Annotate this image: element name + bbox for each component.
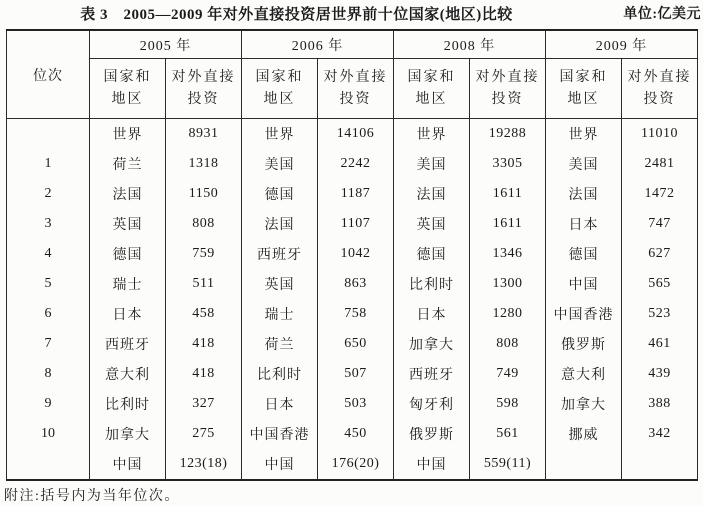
country-cell: 世界	[242, 119, 318, 150]
footnote: 附注:括号内为当年位次。	[4, 489, 180, 504]
table-row	[7, 359, 698, 389]
table-row	[7, 389, 698, 419]
country-cell: 中国	[242, 449, 318, 480]
country-cell: 西班牙	[90, 329, 166, 359]
country-header-line2: 地区	[111, 91, 144, 107]
rank-cell	[7, 449, 90, 480]
value-cell: 342	[622, 419, 698, 449]
rank-cell: 8	[7, 359, 90, 389]
rank-cell: 5	[7, 269, 90, 299]
country-cell: 英国	[90, 209, 166, 239]
value-cell: 14106	[318, 119, 394, 150]
country-header-line2: 地区	[415, 91, 448, 107]
value-cell: 1042	[318, 239, 394, 269]
value-cell: 461	[622, 329, 698, 359]
country-cell	[546, 449, 622, 480]
value-cell: 503	[318, 389, 394, 419]
value-cell: 758	[318, 299, 394, 329]
country-cell: 俄罗斯	[546, 329, 622, 359]
fdi-header-line2: 投资	[187, 91, 220, 107]
country-column-header	[242, 59, 318, 119]
country-cell: 英国	[394, 209, 470, 239]
value-cell: 1472	[622, 179, 698, 209]
rank-cell: 7	[7, 329, 90, 359]
country-header-line2: 地区	[263, 91, 296, 107]
country-cell: 意大利	[546, 359, 622, 389]
country-header-line1: 国家和	[255, 69, 304, 85]
value-cell: 1107	[318, 209, 394, 239]
fdi-column-header	[166, 59, 242, 119]
country-cell: 加拿大	[394, 329, 470, 359]
value-cell: 627	[622, 239, 698, 269]
country-cell: 意大利	[90, 359, 166, 389]
country-cell: 瑞士	[242, 299, 318, 329]
value-cell: 863	[318, 269, 394, 299]
value-cell: 1611	[470, 179, 546, 209]
country-cell: 世界	[90, 119, 166, 150]
value-cell: 598	[470, 389, 546, 419]
country-column-header	[394, 59, 470, 119]
value-cell: 650	[318, 329, 394, 359]
country-cell: 加拿大	[546, 389, 622, 419]
country-cell: 美国	[546, 149, 622, 179]
value-cell: 1150	[166, 179, 242, 209]
country-cell: 加拿大	[90, 419, 166, 449]
value-cell: 808	[166, 209, 242, 239]
value-cell: 507	[318, 359, 394, 389]
title-row	[0, 3, 703, 27]
country-cell: 日本	[242, 389, 318, 419]
country-header-line2: 地区	[567, 91, 600, 107]
country-cell: 西班牙	[394, 359, 470, 389]
value-cell: 275	[166, 419, 242, 449]
country-cell: 德国	[90, 239, 166, 269]
value-cell: 1280	[470, 299, 546, 329]
value-cell: 808	[470, 329, 546, 359]
value-cell: 388	[622, 389, 698, 419]
value-cell: 327	[166, 389, 242, 419]
value-cell: 418	[166, 359, 242, 389]
table-row	[7, 329, 698, 359]
country-cell: 中国	[90, 449, 166, 480]
value-cell: 8931	[166, 119, 242, 150]
value-cell: 3305	[470, 149, 546, 179]
value-cell: 749	[470, 359, 546, 389]
unit-label: 单位:亿美元	[623, 7, 701, 22]
country-cell: 比利时	[242, 359, 318, 389]
rank-cell: 3	[7, 209, 90, 239]
country-cell: 比利时	[90, 389, 166, 419]
country-column-header	[546, 59, 622, 119]
year-header-2005: 2005 年	[90, 30, 242, 59]
value-cell: 176(20)	[318, 449, 394, 480]
fdi-comparison-table	[6, 29, 698, 481]
value-cell: 759	[166, 239, 242, 269]
value-cell: 511	[166, 269, 242, 299]
rank-cell: 1	[7, 149, 90, 179]
rank-cell: 4	[7, 239, 90, 269]
fdi-header-line1: 对外直接	[627, 69, 692, 85]
fdi-header-line2: 投资	[491, 91, 524, 107]
value-cell: 418	[166, 329, 242, 359]
country-cell: 美国	[242, 149, 318, 179]
country-cell: 世界	[394, 119, 470, 150]
country-cell: 美国	[394, 149, 470, 179]
country-cell: 荷兰	[90, 149, 166, 179]
value-cell: 458	[166, 299, 242, 329]
country-header-line1: 国家和	[407, 69, 456, 85]
value-cell: 559(11)	[470, 449, 546, 480]
table-row-china	[7, 449, 698, 480]
fdi-header-line2: 投资	[643, 91, 676, 107]
country-cell: 匈牙利	[394, 389, 470, 419]
rank-cell: 6	[7, 299, 90, 329]
table-row	[7, 419, 698, 449]
country-cell: 中国香港	[242, 419, 318, 449]
value-cell: 1187	[318, 179, 394, 209]
value-cell: 2481	[622, 149, 698, 179]
table-row-world	[7, 119, 698, 150]
country-cell: 法国	[242, 209, 318, 239]
country-cell: 瑞士	[90, 269, 166, 299]
country-cell: 荷兰	[242, 329, 318, 359]
country-cell: 日本	[394, 299, 470, 329]
country-cell: 俄罗斯	[394, 419, 470, 449]
rank-cell: 2	[7, 179, 90, 209]
table-row	[7, 179, 698, 209]
value-cell: 1300	[470, 269, 546, 299]
value-cell: 450	[318, 419, 394, 449]
value-cell: 439	[622, 359, 698, 389]
rank-cell: 9	[7, 389, 90, 419]
table-row	[7, 209, 698, 239]
fdi-column-header	[470, 59, 546, 119]
country-cell: 德国	[546, 239, 622, 269]
country-cell: 西班牙	[242, 239, 318, 269]
value-cell: 523	[622, 299, 698, 329]
fdi-header-line1: 对外直接	[475, 69, 540, 85]
country-cell: 挪威	[546, 419, 622, 449]
country-cell: 世界	[546, 119, 622, 150]
country-cell: 法国	[394, 179, 470, 209]
fdi-header-line1: 对外直接	[323, 69, 388, 85]
value-cell	[622, 449, 698, 480]
value-cell: 11010	[622, 119, 698, 150]
fdi-header-line1: 对外直接	[171, 69, 236, 85]
value-cell: 747	[622, 209, 698, 239]
rank-cell	[7, 119, 90, 150]
table-row	[7, 239, 698, 269]
year-header-2006: 2006 年	[242, 30, 394, 59]
value-cell: 561	[470, 419, 546, 449]
value-cell: 1346	[470, 239, 546, 269]
table-title: 表 3 2005—2009 年对外直接投资居世界前十位国家(地区)比较	[80, 7, 513, 23]
country-header-line1: 国家和	[103, 69, 152, 85]
country-cell: 比利时	[394, 269, 470, 299]
country-cell: 日本	[90, 299, 166, 329]
country-cell: 德国	[242, 179, 318, 209]
value-cell: 565	[622, 269, 698, 299]
rank-cell: 10	[7, 419, 90, 449]
country-cell: 法国	[546, 179, 622, 209]
country-cell: 中国	[546, 269, 622, 299]
value-cell: 123(18)	[166, 449, 242, 480]
country-cell: 日本	[546, 209, 622, 239]
year-header-2008: 2008 年	[394, 30, 546, 59]
country-cell: 法国	[90, 179, 166, 209]
year-header-row	[7, 30, 698, 59]
country-cell: 中国	[394, 449, 470, 480]
fdi-column-header	[622, 59, 698, 119]
value-cell: 1318	[166, 149, 242, 179]
value-cell: 2242	[318, 149, 394, 179]
country-cell: 英国	[242, 269, 318, 299]
country-cell: 德国	[394, 239, 470, 269]
value-cell: 1611	[470, 209, 546, 239]
year-header-2009: 2009 年	[546, 30, 698, 59]
country-column-header	[90, 59, 166, 119]
fdi-column-header	[318, 59, 394, 119]
table-row	[7, 149, 698, 179]
table-row	[7, 269, 698, 299]
sub-header-row	[7, 59, 698, 119]
country-header-line1: 国家和	[559, 69, 608, 85]
value-cell: 19288	[470, 119, 546, 150]
rank-column-header: 位次	[7, 30, 90, 119]
fdi-header-line2: 投资	[339, 91, 372, 107]
country-cell: 中国香港	[546, 299, 622, 329]
table-row	[7, 299, 698, 329]
